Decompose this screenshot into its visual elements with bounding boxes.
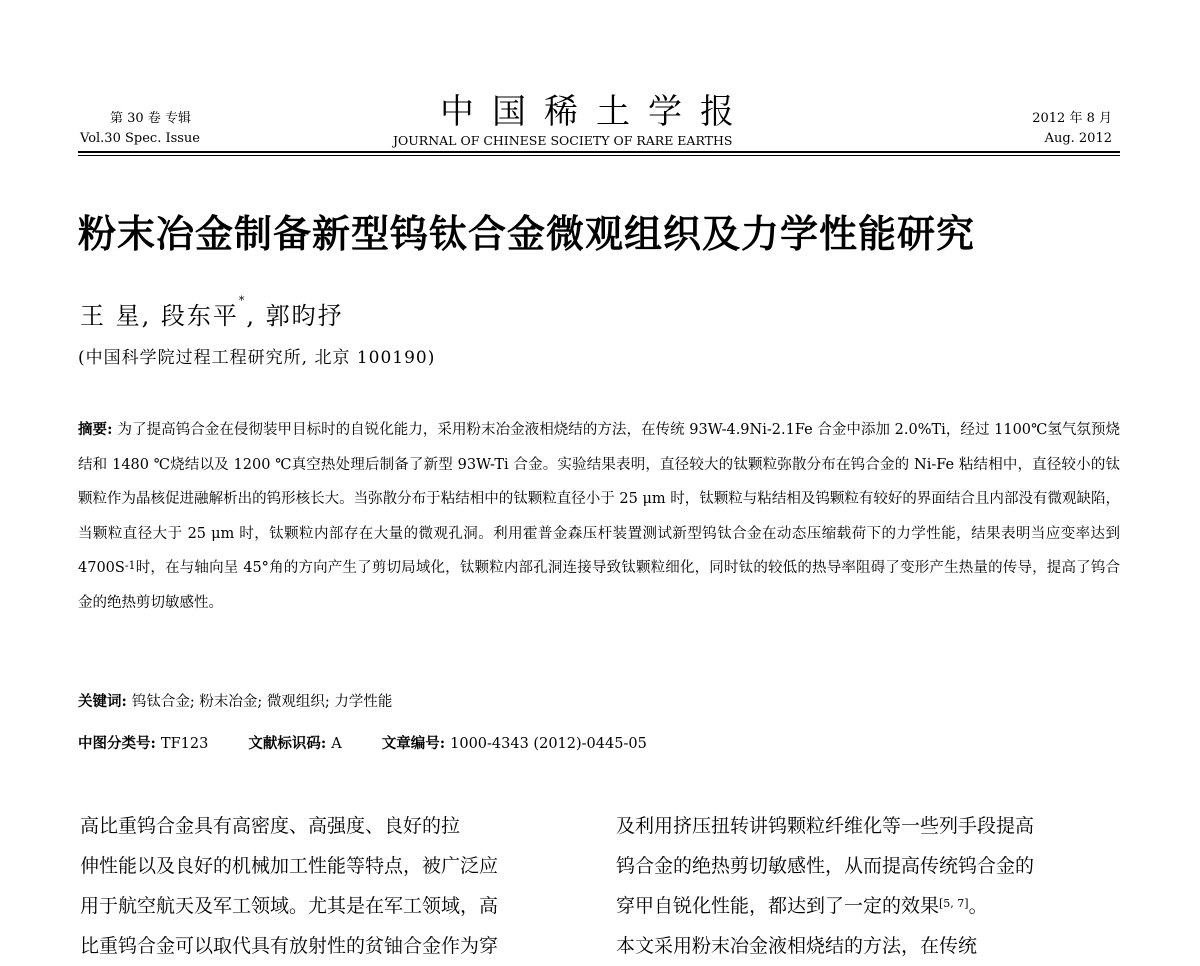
- abstract-superscript: -1: [124, 559, 136, 572]
- doc-code-label: 文献标识码:: [248, 735, 332, 752]
- authors-rest: , 郭昀抒: [246, 302, 344, 330]
- body-line-end: 。: [968, 895, 988, 917]
- abstract-text-continued: 时，在与轴向呈 45°角的方向产生了剪切局域化，钛颗粒内部孔洞连接导致钛颗粒细化，同时钛的较低的热导率阻碍了变形产生热量的传导，提高了钨合金的绝热剪切敏感性。: [78, 560, 1120, 611]
- journal-title-cn: 中国稀土学报: [440, 92, 752, 132]
- body-line: 高比重钨合金具有高密度、高强度、良好的拉: [80, 815, 461, 837]
- abstract: [78, 413, 1120, 620]
- body-column-right: [616, 806, 1128, 966]
- body-line: 用于航空航天及军工领域。尤其是在军工领域，高: [80, 895, 499, 917]
- body-line: 本文采用粉末冶金液相烧结的方法，在传统: [616, 935, 978, 957]
- body-line: 伸性能以及良好的机械加工性能等特点，被广泛应: [80, 855, 499, 877]
- article-title: 粉末冶金制备新型钨钛合金微观组织及力学性能研究: [78, 211, 976, 256]
- keywords-text: 钨钛合金; 粉末冶金; 微观组织; 力学性能: [131, 694, 393, 710]
- body-line: 及利用挤压扭转讲钨颗粒纤维化等一些列手段提高: [616, 815, 1035, 837]
- corresponding-author-mark: *: [238, 294, 247, 307]
- abstract-text: 为了提高钨合金在侵彻装甲目标时的自锐化能力，采用粉末冶金液相烧结的方法，在传统 93W-4.9Ni-2.1Fe 合金中添加 2.0%Ti，经过 1100℃氢气氛预烧结和 1480 ℃烧结以及 1200 ℃真空热处理后制备了新型 93W-Ti 合金。实验结果表明，直径较大的钛颗粒弥散分布在钨合金的 Ni-Fe 粘结相中，直径较小的钛颗粒作为晶核促进融解析出的钨形核长大。当弥散分布于粘结相中的钛颗粒直径小于 25 μm 时，钛颗粒与粘结相及钨颗粒有较好的界面结合且内部没有微观缺陷，当颗粒直径大于 25 μm 时，钛颗粒内部存在大量的微观孔洞。利用霍普金森压杆装置测试新型钨钛合金在动态压缩载荷下的力学性能，结果表明当应变率达到 4700S: [78, 422, 1120, 576]
- doc-code-value: A: [331, 736, 342, 752]
- citation-ref: [5, 7]: [939, 897, 969, 910]
- volume-en: Vol.30 Spec. Issue: [80, 131, 200, 146]
- article-number-label: 文章编号:: [381, 735, 451, 752]
- classification-line: [78, 732, 647, 753]
- abstract-label: 摘要:: [78, 421, 118, 438]
- author-list: [80, 296, 344, 331]
- keywords: [78, 690, 392, 711]
- volume-cn: 第 30 卷 专辑: [110, 111, 191, 126]
- affiliation: (中国科学院过程工程研究所, 北京 100190): [78, 348, 436, 368]
- clc-label: 中图分类号:: [78, 735, 161, 752]
- body-line-text: 穿甲自锐化性能，都达到了一定的效果: [616, 895, 940, 917]
- body-column-left: [80, 806, 592, 966]
- journal-title-en: JOURNAL OF CHINESE SOCIETY OF RARE EARTHS: [393, 133, 733, 148]
- article-number-value: 1000-4343 (2012)-0445-05: [450, 736, 647, 752]
- body-line: 比重钨合金可以取代具有放射性的贫铀合金作为穿: [80, 935, 499, 957]
- body-line: [616, 886, 1128, 926]
- header-rule-thin: [78, 155, 1120, 156]
- clc-value: TF123: [160, 736, 209, 752]
- issue-date-cn: 2012 年 8 月: [1032, 111, 1112, 126]
- body-line: 钨合金的绝热剪切敏感性，从而提高传统钨合金的: [616, 855, 1035, 877]
- authors-first: 王 星, 段东平: [80, 302, 239, 330]
- issue-date-en: Aug. 2012: [1044, 131, 1112, 146]
- header-rule-thick: [78, 151, 1120, 153]
- keywords-label: 关键词:: [78, 693, 132, 710]
